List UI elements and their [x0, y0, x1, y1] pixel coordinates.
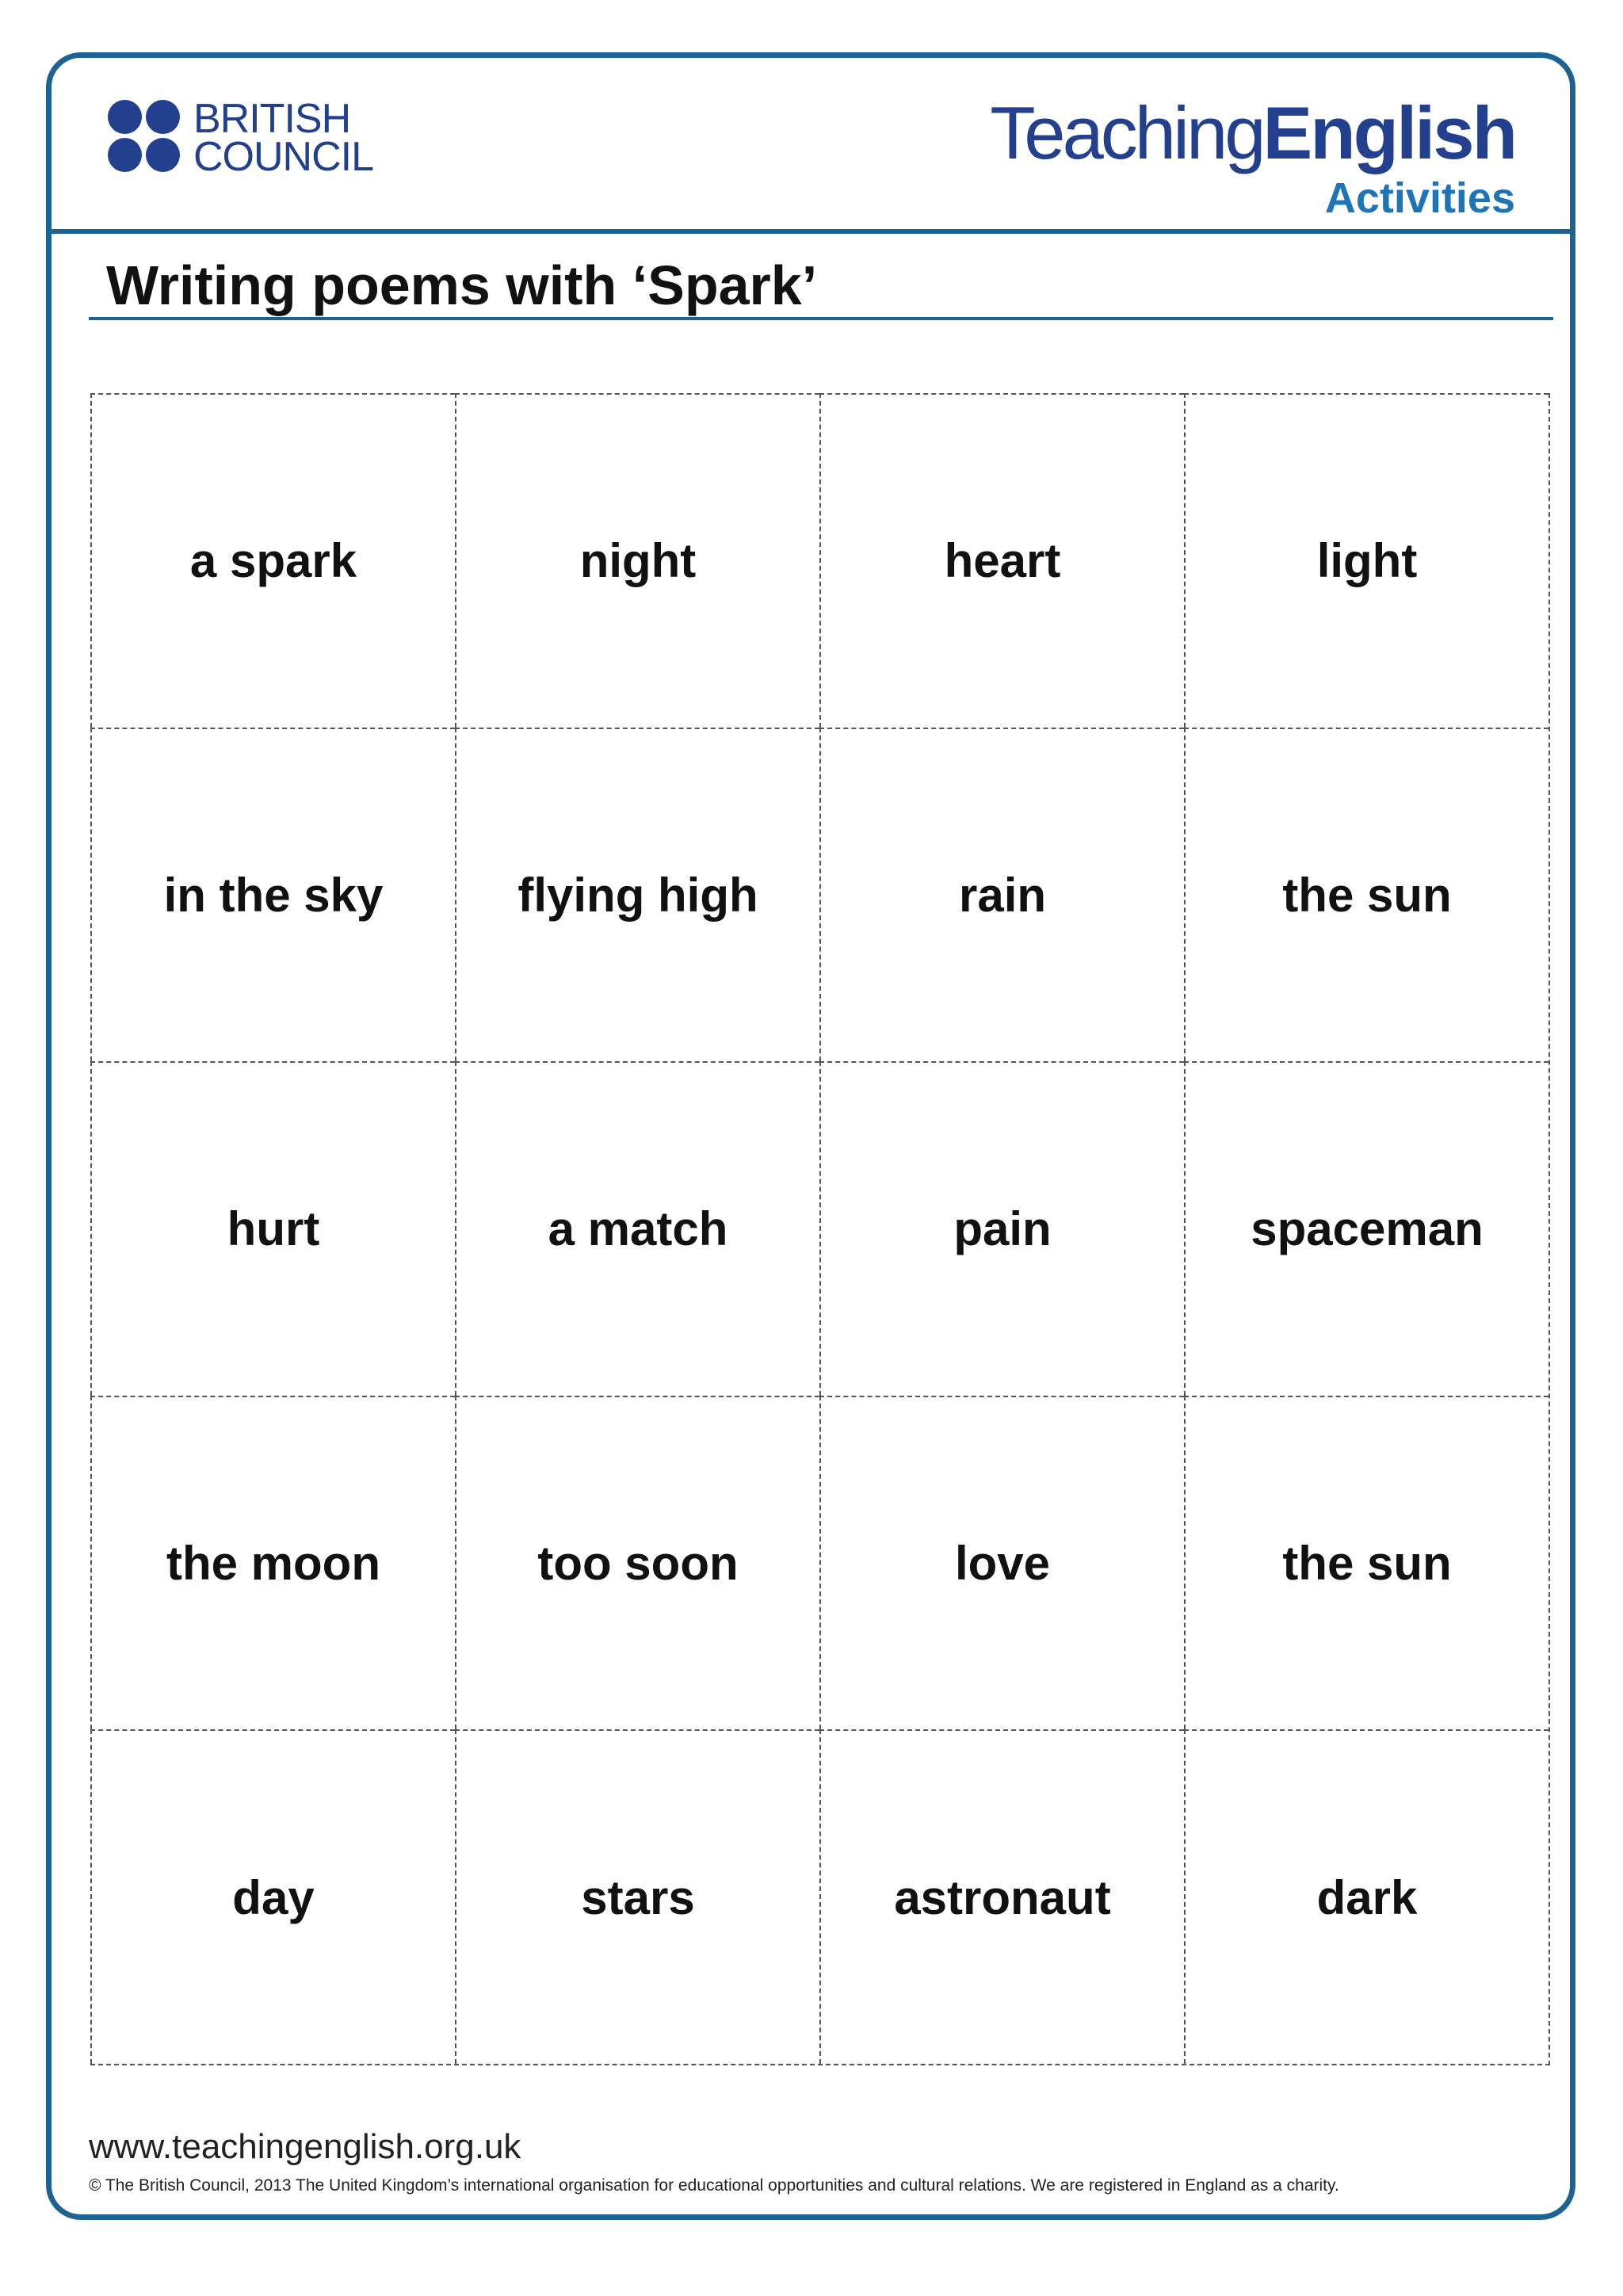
british-council-line2: COUNCIL — [193, 134, 374, 180]
word-card-grid — [90, 393, 1550, 2065]
word-card: too soon — [455, 1396, 819, 1730]
word-card: the moon — [90, 1396, 455, 1730]
teaching-english-logo — [990, 91, 1515, 222]
word-card: pain — [819, 1061, 1184, 1396]
word-card: in the sky — [90, 728, 455, 1062]
title-underline — [89, 317, 1553, 320]
word-card: astronaut — [819, 1729, 1184, 2064]
british-council-logo — [108, 96, 374, 180]
word-card: heart — [819, 393, 1184, 728]
word-card: a spark — [90, 393, 455, 728]
footer-url: www.teachingenglish.org.uk — [89, 2127, 521, 2166]
word-card: night — [455, 393, 819, 728]
word-card: stars — [455, 1729, 819, 2064]
teaching-english-part1: Teaching — [990, 91, 1263, 174]
word-card: spaceman — [1184, 1061, 1549, 1396]
word-card: the sun — [1184, 1396, 1549, 1730]
footer-copyright: © The British Council, 2013 The United Kingdom’s international organisation for educational opportunities and cultural relations. We are registered in England as a charity. — [89, 2176, 1339, 2195]
word-card: dark — [1184, 1729, 1549, 2064]
word-card: the sun — [1184, 728, 1549, 1062]
teaching-english-part2: English — [1262, 91, 1515, 174]
word-card: love — [819, 1396, 1184, 1730]
word-card: a match — [455, 1061, 819, 1396]
british-council-line1: BRITISH — [193, 96, 351, 142]
word-card: day — [90, 1729, 455, 2064]
word-card: flying high — [455, 728, 819, 1062]
page-title: Writing poems with ‘Spark’ — [106, 254, 818, 316]
word-card: hurt — [90, 1061, 455, 1396]
british-council-dots-icon — [108, 100, 184, 176]
word-card: light — [1184, 393, 1549, 728]
word-card: rain — [819, 728, 1184, 1062]
header-divider — [46, 229, 1575, 234]
activities-label: Activities — [1324, 174, 1515, 222]
